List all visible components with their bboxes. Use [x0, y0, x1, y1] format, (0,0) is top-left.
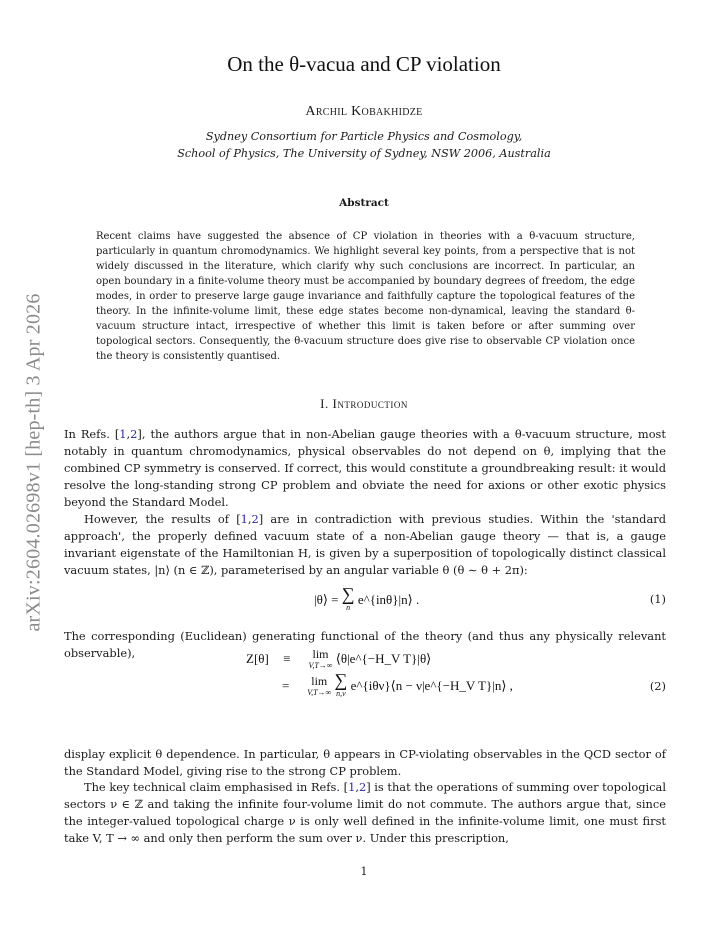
citation-link[interactable]: 2: [358, 780, 367, 794]
equation-number-1: (1): [649, 592, 666, 606]
paragraph-1: In Refs. [1,2], the authors argue that in non-Abelian gauge theories with a θ-vacuum structure, most notably in quantum chromodynamics, physical observables do not depend on θ, implying that the combined CP symmetry is conserved. If correct, this would constitute a groundbreaking result: it would resolve the long-standing strong CP problem and obviate the need for axions or other exotic physics beyond the Standard Model.: [64, 427, 666, 510]
arxiv-stamp: [8, 262, 60, 662]
citation-link[interactable]: 1: [119, 427, 127, 441]
paragraph-4: display explicit θ dependence. In particular, θ appears in CP-violating observables in the QCD sector of the Standard Model, giving rise to the strong CP problem.: [64, 747, 666, 779]
affiliation-line-2: School of Physics, The University of Sydney, NSW 2006, Australia: [177, 147, 551, 160]
affiliation-line-1: Sydney Consortium for Particle Physics and Cosmology,: [205, 130, 523, 143]
equation-number-2: (2): [649, 679, 666, 693]
citation-link[interactable]: 1: [348, 780, 356, 794]
citation-link[interactable]: 2: [251, 512, 259, 526]
abstract-heading: Abstract: [339, 197, 389, 209]
citation-link[interactable]: 1: [240, 512, 248, 526]
paper-title: On the θ-vacua and CP violation: [227, 52, 501, 76]
equation-1: |θ⟩ = ∑ n e^{inθ}|n⟩ .: [314, 584, 420, 612]
paragraph-5: The key technical claim emphasised in Refs. [1,2] is that the operations of summing over topological sectors ν ∈ ℤ and taking the infinite four-volume limit do not commute. The authors argue that, since the integer-valued topological charge ν is only well defined in the infinite-volume limit, one must first take V, T → ∞ and only then perform the sum over ν. Under this prescription,: [64, 780, 666, 846]
citation-link[interactable]: 2: [130, 427, 138, 441]
abstract-text: Recent claims have suggested the absence of CP violation in theories with a θ-vacuum structure, particularly in quantum chromodynamics. We highlight several key points, from a perspective that is not widely discussed in the literature, which clarify why such conclusions are incorrect. In particular, an open boundary in a finite-volume theory must be accompanied by boundary degrees of freedom, the edge modes, in order to preserve large gauge invariance and faithfully capture the topological features of the theory. In the infinite-volume limit, these edge states become non-dynamical, leaving the standard θ-vacuum structure intact, irrespective of whether this limit is taken before or after summing over topological sectors. Consequently, the θ-vacuum structure does give rise to observable CP violation once the theory is consistently quantised.: [96, 231, 635, 362]
page-number: 1: [360, 865, 368, 878]
section-heading: I. Introduction: [320, 396, 408, 411]
author-name: Archil Kobakhidze: [305, 104, 423, 119]
equation-2-line-2: = lim V,T→∞ ∑ n,ν e^{iθν}⟨n − ν|e^{−H_V T}|n⟩ ,: [282, 670, 513, 698]
arxiv-identifier: arXiv:2604.02698v1 [hep-th] 3 Apr 2026: [22, 292, 45, 632]
equation-2-line-1: Z[θ] ≡ lim V,T→∞ ⟨θ|e^{−H_V T}|θ⟩: [246, 647, 432, 670]
paragraph-3: The corresponding (Euclidean) generating functional of the theory (and thus any physically relevant observable),: [64, 629, 666, 661]
paragraph-2: However, the results of [1,2] are in contradiction with previous studies. Within the 'standard approach', the properly defined vacuum state of a non-Abelian gauge theory — that is, a gauge invariant eigenstate of the Hamiltonian H, is given by a superposition of topologically distinct classical vacuum states, |n⟩ (n ∈ ℤ), parameterised by an angular variable θ (θ ∼ θ + 2π):: [64, 512, 666, 578]
